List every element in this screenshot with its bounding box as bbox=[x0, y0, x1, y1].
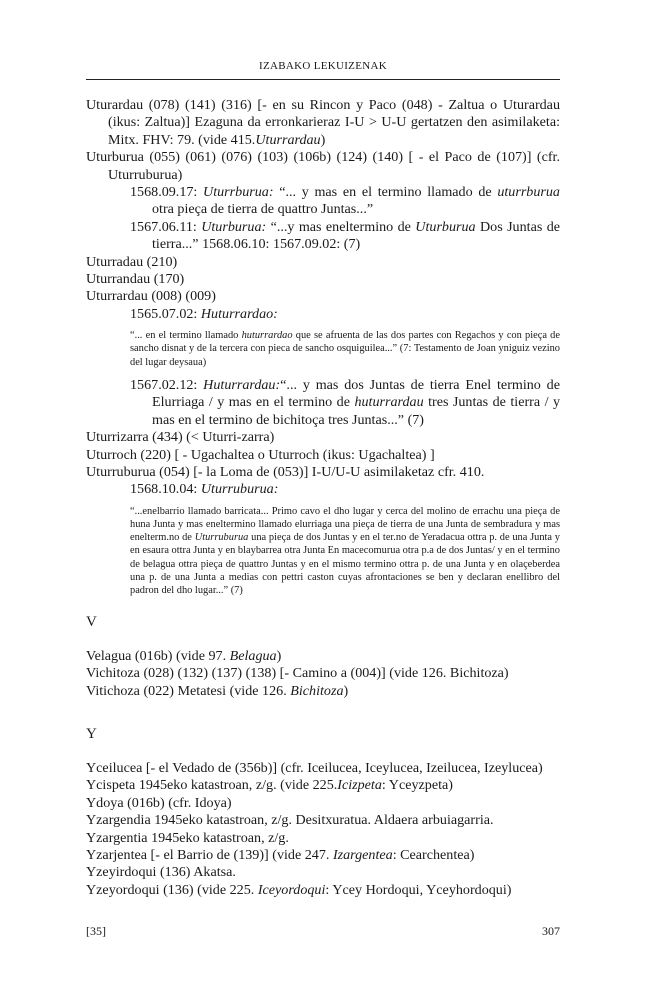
citation-uturburua-1568: 1568.09.17: Uturrburua: “... y mas en el termino llamado de uturrburua otra pieça de tierra de quattro Juntas...” bbox=[130, 184, 560, 218]
citation-huturrardau-1567: 1567.02.12: Huturrardau:“... y mas dos Juntas de tierra Enel termino de Elurriaga / y mas en el termino de huturrardau tres Juntas de tierra / y mas en el termino de bichitoça tres Juntas...” (7) bbox=[130, 376, 560, 428]
italic-run: Uturrardau bbox=[255, 131, 321, 148]
entry-ycispeta: Ycispeta 1945eko katastroan, z/g. (vide 225.Icizpeta: Yceyzpeta) bbox=[86, 777, 453, 794]
quote-testamento: “... en el termino llamado huturrardao que se afruenta de las dos partes con Regachos y con pieça de sancho disnat y de la tercera con pieca de sancho osquiguilea...” (7: Testamento de Joan yniguiz vezino del lugar deysaua) bbox=[130, 330, 560, 368]
entry-uturroch: Uturroch (220) [ - Ugachaltea o Uturroch (ikus: Ugachaltea) ] bbox=[86, 446, 435, 463]
italic-run: huturrardau bbox=[354, 394, 424, 411]
entry-uturrandau: Uturrandau (170) bbox=[86, 271, 185, 288]
entry-uturardau: Uturardau (078) (141) (316) [- en su Rincon y Paco (048) - Zaltua o Uturardau (ikus: Zaltua)] Ezaguna da erronkarieraz I-U > U-U gertatzen den asimilaketa: Mitx. FHV: 79. (vide 415.Uturrardau) bbox=[86, 97, 560, 148]
italic-run: Izargentea bbox=[332, 847, 393, 864]
entry-yceilucea: Yceilucea [- el Vedado de (356b)] (cfr. Iceilucea, Iceylucea, Izeilucea, Izeylucea) bbox=[86, 760, 543, 776]
italic-run: Uturburua bbox=[415, 218, 476, 235]
section-letter-y: Y bbox=[86, 726, 97, 742]
entry-yzeyirdoqui: Yzeyirdoqui (136) Akatsa. bbox=[86, 864, 236, 881]
header-rule bbox=[86, 79, 560, 80]
italic-run: Icizpeta bbox=[337, 777, 382, 794]
entry-uturburua: Uturburua (055) (061) (076) (103) (106b) (124) (140) [ - el Paco de (107)] (cfr. Uturruburua) bbox=[86, 149, 560, 183]
italic-run: Uturburua: bbox=[201, 218, 267, 235]
italic-run: Uturruburua: bbox=[200, 481, 279, 498]
entries-block-v bbox=[86, 648, 560, 700]
italic-run: uturrburua bbox=[497, 184, 560, 201]
italic-run: Uturrburua: bbox=[203, 184, 274, 201]
italic-run: Iceyordoqui bbox=[257, 881, 326, 898]
entry-yzeyordoqui: Yzeyordoqui (136) (vide 225. Iceyordoqui: Ycey Hordoqui, Yceyhordoqui) bbox=[86, 881, 512, 898]
entries-block-y bbox=[86, 760, 560, 899]
entry-uturruburua: Uturruburua (054) [- la Loma de (053)] I-U/U-U asimilaketaz cfr. 410. bbox=[86, 463, 485, 480]
running-header: IZABAKO LEKUIZENAK bbox=[259, 60, 387, 72]
italic-run: huturrardao bbox=[241, 330, 293, 342]
page-number: 307 bbox=[542, 924, 560, 938]
section-letter-v: V bbox=[86, 614, 97, 630]
entry-vitichoza: Vitichoza (022) Metatesi (vide 126. Bichitoza) bbox=[86, 682, 349, 699]
italic-run: Huturrardau: bbox=[203, 376, 281, 393]
italic-run: Belagua bbox=[229, 648, 277, 664]
entry-velagua: Velagua (016b) (vide 97. Belagua) bbox=[86, 648, 282, 664]
entry-ydoya: Ydoya (016b) (cfr. Idoya) bbox=[86, 794, 232, 811]
entry-yzargentia: Yzargentia 1945eko katastroan, z/g. bbox=[86, 829, 289, 846]
footer-page-ref: [35] bbox=[86, 924, 106, 938]
entry-uturrizarra: Uturrizarra (434) (< Uturri-zarra) bbox=[86, 429, 275, 446]
entry-vichitoza: Vichitoza (028) (132) (137) (138) [- Camino a (004)] (vide 126. Bichitoza) bbox=[86, 665, 509, 682]
citation-uturburua-1567: 1567.06.11: Uturburua: “...y mas eneltermino de Uturburua Dos Juntas de tierra...” 1568.06.10: 1567.09.02: (7) bbox=[130, 218, 560, 253]
entries-block-u bbox=[86, 97, 560, 605]
italic-run: Bichitoza bbox=[290, 682, 344, 699]
italic-run: Uturruburua bbox=[194, 532, 249, 544]
citation-huturrardao-1565: 1565.07.02: Huturrardao: bbox=[130, 305, 278, 322]
entry-uturrardau: Uturrardau (008) (009) bbox=[86, 288, 216, 305]
entry-yzarjentea: Yzarjentea [- el Barrio de (139)] (vide 247. Izargentea: Cearchentea) bbox=[86, 847, 475, 864]
entry-uturradau: Uturradau (210) bbox=[86, 253, 178, 270]
quote-barricata: “...enelbarrio llamado barricata... Primo cavo el dho lugar y cerca del molino de errachu una pieça de huna Junta y mas eneltermino llamado elurriaga una pieça de tierra de una Junta de sembradura y mas enelterm.no de Uturruburua una pieça de dos Juntas y en el ter.no de Yeradacua ottra p. de una Junta y en esaura ottra Junta y en blaybarrea otra Junta En macecomurua otra p.a de dos Juntas/ y en el termino de belagua ottra pieça de quattro Juntas y en el mismo termino ottra p. de una Junta y en olaçeberdea una p. de una Junta a medias con pettri caston cuyas afrontaciones se ben y declaran enellibro del padron del dho lugar...” (7) bbox=[130, 505, 560, 596]
entry-yzargendia: Yzargendia 1945eko katastroan, z/g. Desitxuratua. Aldaera arbuiagarria. bbox=[86, 812, 494, 829]
italic-run: Huturrardao: bbox=[200, 305, 278, 322]
citation-uturruburua-1568: 1568.10.04: Uturruburua: bbox=[130, 481, 279, 498]
